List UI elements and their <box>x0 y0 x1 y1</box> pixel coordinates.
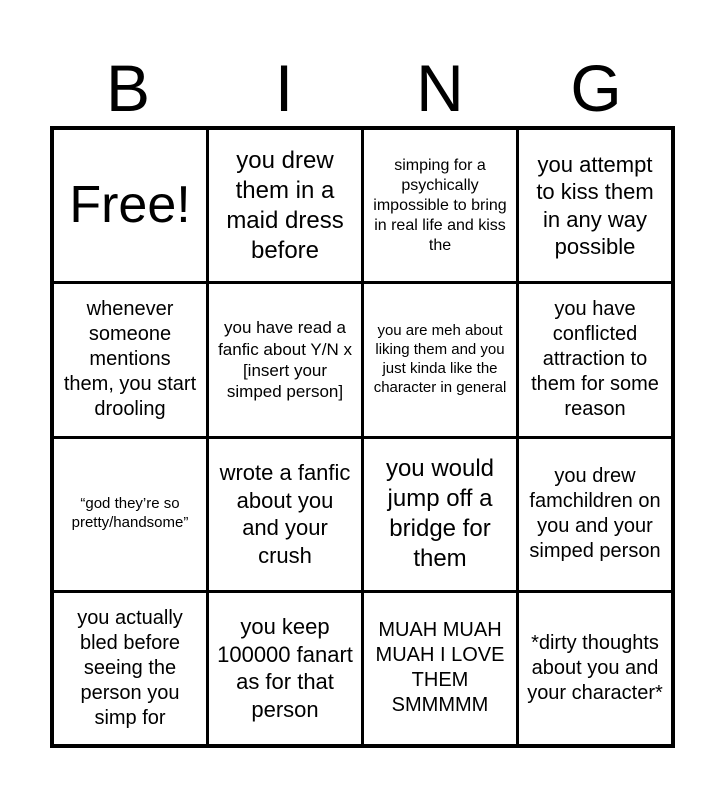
bingo-cell[interactable] <box>54 439 206 590</box>
cell-text: simping for a psychically impossible to bring in real life and kiss the <box>373 156 507 254</box>
bingo-title <box>50 50 675 126</box>
bingo-cell[interactable] <box>364 130 516 281</box>
bingo-cell[interactable] <box>54 284 206 435</box>
cell-text: you would jump off a bridge for them <box>385 455 495 573</box>
bingo-cell[interactable] <box>364 593 516 744</box>
title-letter-n: N <box>416 51 464 125</box>
title-letter-b: B <box>105 51 151 125</box>
cell-text: whenever someone mentions them, you start drooling <box>63 298 197 421</box>
cell-text: MUAH MUAH MUAH I LOVE THEM SMMMMM <box>375 619 505 717</box>
cell-text: you keep 100000 fanart as for that person <box>217 614 353 722</box>
bingo-cell[interactable] <box>364 439 516 590</box>
bingo-cell[interactable] <box>519 284 671 435</box>
cell-text: you drew them in a maid dress before <box>226 146 344 264</box>
cell-text: you have conflicted attraction to them for some reason <box>531 298 659 421</box>
cell-text: wrote a fanfic about you and your crush <box>219 460 351 568</box>
bingo-cell[interactable] <box>209 439 361 590</box>
cell-text: you have read a fanfic about Y/N x [insert your simped person] <box>218 318 352 402</box>
bingo-board <box>50 126 675 748</box>
cell-text: you drew famchildren on you and your simped person <box>529 465 661 563</box>
title-letter-i: I <box>274 51 294 125</box>
cell-text: Free! <box>69 176 191 235</box>
bingo-cell[interactable] <box>209 130 361 281</box>
cell-text: *dirty thoughts about you and your character* <box>527 631 663 704</box>
bingo-cell[interactable] <box>519 439 671 590</box>
bingo-cell-free[interactable] <box>54 130 206 281</box>
bingo-cell[interactable] <box>519 130 671 281</box>
cell-text: “god they’re so pretty/handsome” <box>71 495 189 532</box>
bingo-cell[interactable] <box>54 593 206 744</box>
bingo-cell[interactable] <box>209 593 361 744</box>
cell-text: you are meh about liking them and you just kinda like the character in general <box>373 322 507 396</box>
bingo-cell[interactable] <box>364 284 516 435</box>
bingo-cell[interactable] <box>519 593 671 744</box>
title-letter-g: G <box>570 51 622 125</box>
cell-text: you attempt to kiss them in any way possible <box>536 151 654 260</box>
cell-text: you actually bled before seeing the person you simp for <box>77 606 183 729</box>
bingo-cell[interactable] <box>209 284 361 435</box>
